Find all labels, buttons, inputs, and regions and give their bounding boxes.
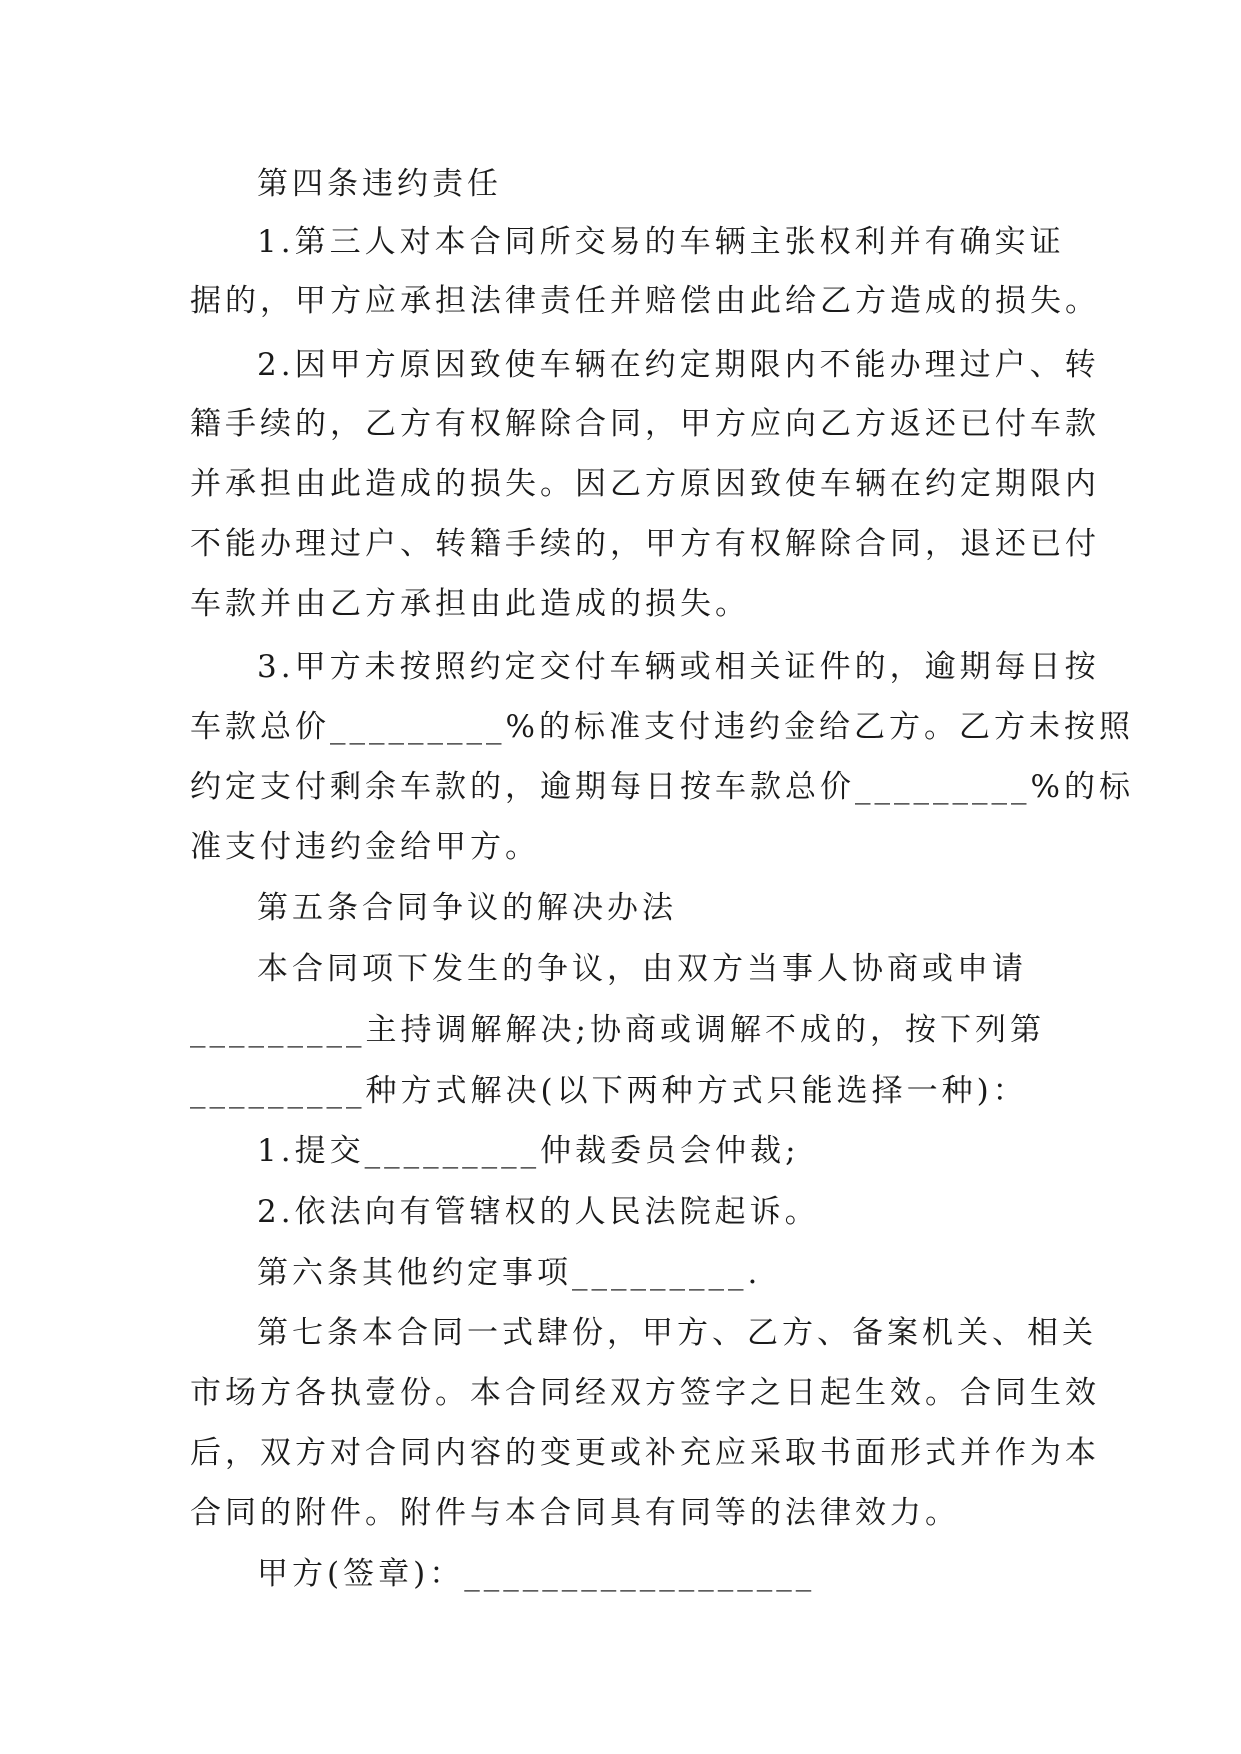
paragraph-line: _________种方式解决(以下两种方式只能选择一种)： — [190, 1073, 1028, 1109]
paragraph-line: 不能办理过户、转籍手续的，甲方有权解除合同，退还已付 — [190, 526, 1100, 562]
paragraph-line: 并承担由此造成的损失。因乙方原因致使车辆在约定期限内 — [190, 466, 1100, 502]
paragraph-line: 籍手续的，乙方有权解除合同，甲方应向乙方返还已付车款 — [190, 406, 1100, 442]
paragraph-line: 后，双方对合同内容的变更或补充应采取书面形式并作为本 — [190, 1435, 1100, 1471]
paragraph-line: 准支付违约金给甲方。 — [190, 829, 540, 865]
paragraph-line: _________主持调解解决;协商或调解不成的，按下列第 — [190, 1012, 1045, 1048]
article-5-heading: 第五条合同争议的解决办法 — [257, 890, 677, 926]
paragraph-line: 据的，甲方应承担法律责任并赔偿由此给乙方造成的损失。 — [190, 283, 1100, 319]
paragraph-line: 2.因甲方原因致使车辆在约定期限内不能办理过户、转 — [257, 347, 1100, 383]
paragraph-line: 3.甲方未按照约定交付车辆或相关证件的，逾期每日按 — [257, 649, 1100, 685]
list-item: 2.依法向有管辖权的人民法院起诉。 — [257, 1194, 820, 1230]
article-7-paragraph: 第七条本合同一式肆份，甲方、乙方、备案机关、相关 — [257, 1315, 1097, 1351]
paragraph-line: 本合同项下发生的争议，由双方当事人协商或申请 — [257, 951, 1027, 987]
paragraph-line: 市场方各执壹份。本合同经双方签字之日起生效。合同生效 — [190, 1375, 1100, 1411]
party-a-signature-line: 甲方(签章)：__________________ — [257, 1556, 816, 1592]
paragraph-line: 1.第三人对本合同所交易的车辆主张权利并有确实证 — [257, 224, 1065, 260]
list-item: 1.提交_________仲裁委员会仲裁; — [257, 1133, 800, 1169]
article-4-heading: 第四条违约责任 — [257, 166, 502, 202]
paragraph-line: 车款并由乙方承担由此造成的损失。 — [190, 586, 750, 622]
paragraph-line: 约定支付剩余车款的，逾期每日按车款总价_________%的标 — [190, 769, 1134, 805]
article-6-heading: 第六条其他约定事项_________. — [257, 1255, 762, 1291]
paragraph-line: 车款总价_________%的标准支付违约金给乙方。乙方未按照 — [190, 709, 1134, 745]
paragraph-line: 合同的附件。附件与本合同具有同等的法律效力。 — [190, 1495, 960, 1531]
